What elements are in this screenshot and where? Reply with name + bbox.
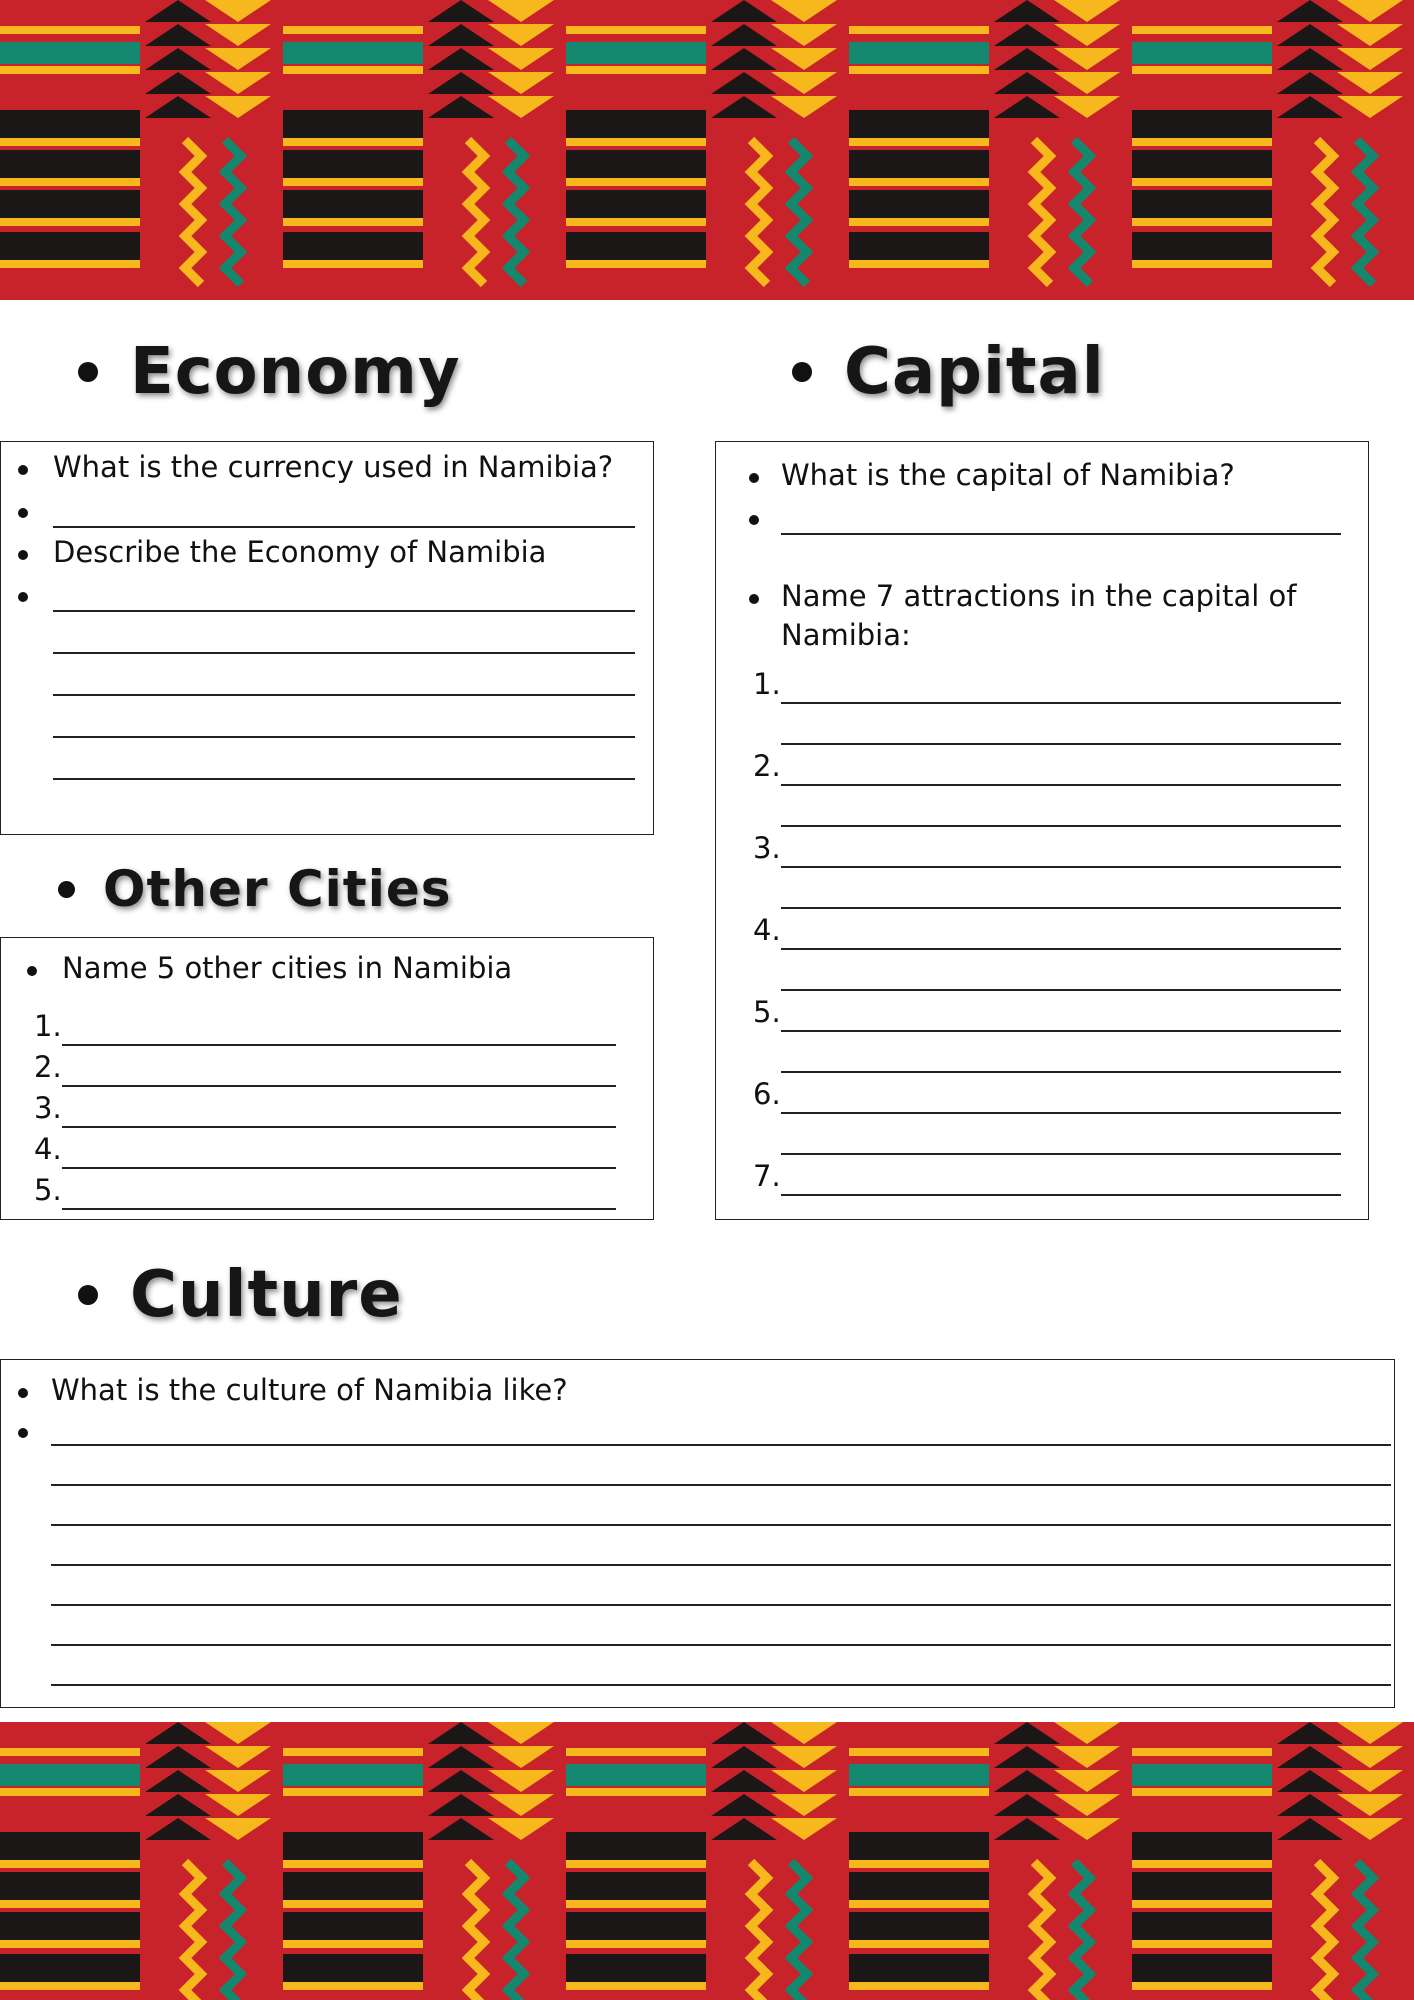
- kente-stripe: [1132, 150, 1272, 178]
- list-number: 2.: [34, 1050, 62, 1084]
- heading-economy-text: Economy: [130, 335, 461, 409]
- kente-stripe: [283, 1764, 423, 1786]
- kente-stripe: [1132, 232, 1272, 260]
- kente-stripe: [283, 26, 423, 34]
- heading-culture-text: Culture: [130, 1258, 403, 1332]
- answer-line-attraction[interactable]: [781, 1071, 1341, 1073]
- kente-stripe: [0, 1912, 140, 1940]
- answer-line-city[interactable]: [62, 1085, 616, 1087]
- list-number: 7.: [753, 1159, 781, 1193]
- kente-stripe: [283, 110, 423, 138]
- answer-line-city[interactable]: [62, 1167, 616, 1169]
- answer-line-attraction[interactable]: [781, 866, 1341, 868]
- answer-line-culture[interactable]: [51, 1524, 1391, 1526]
- kente-stripe: [283, 150, 423, 178]
- kente-stripe: [0, 1954, 140, 1982]
- kente-stripe: [566, 1982, 706, 1990]
- kente-stripe: [849, 1872, 989, 1900]
- kente-stripe: [566, 1954, 706, 1982]
- kente-stripe: [566, 1860, 706, 1868]
- capital-box: [715, 441, 1369, 1220]
- kente-stripe: [849, 1954, 989, 1982]
- bullet-icon: [18, 508, 28, 518]
- heading-bullet-icon: [78, 1285, 98, 1305]
- list-number: 6.: [753, 1077, 781, 1111]
- kente-stripe: [1132, 178, 1272, 186]
- kente-stripe: [566, 1832, 706, 1860]
- kente-stripe: [283, 1748, 423, 1756]
- kente-stripe: [566, 1912, 706, 1940]
- answer-line-attraction[interactable]: [781, 784, 1341, 786]
- kente-stripe: [849, 110, 989, 138]
- kente-stripe: [566, 42, 706, 64]
- kente-stripe: [283, 1940, 423, 1948]
- kente-stripe: [1132, 1954, 1272, 1982]
- kente-stripe: [1132, 1788, 1272, 1796]
- kente-stripe: [1132, 1832, 1272, 1860]
- answer-line-city[interactable]: [62, 1126, 616, 1128]
- kente-stripe: [0, 260, 140, 268]
- answer-line-economy[interactable]: [53, 736, 635, 738]
- answer-line-city[interactable]: [62, 1044, 616, 1046]
- kente-stripe: [849, 138, 989, 146]
- kente-stripe: [849, 232, 989, 260]
- kente-stripe: [566, 1788, 706, 1796]
- kente-stripe: [0, 1900, 140, 1908]
- bullet-icon: [749, 594, 759, 604]
- kente-stripe: [283, 1832, 423, 1860]
- kente-stripe: [283, 232, 423, 260]
- list-number: 1.: [34, 1009, 62, 1043]
- heading-other-cities-text: Other Cities: [103, 860, 452, 918]
- kente-stripe: [0, 1832, 140, 1860]
- kente-stripe: [0, 232, 140, 260]
- kente-stripe: [283, 42, 423, 64]
- kente-stripe: [0, 178, 140, 186]
- bullet-icon: [18, 550, 28, 560]
- list-number: 5.: [34, 1173, 62, 1207]
- heading-capital-text: Capital: [844, 335, 1105, 409]
- kente-stripe: [0, 1764, 140, 1786]
- kente-stripe: [0, 1860, 140, 1868]
- kente-stripe: [1132, 1764, 1272, 1786]
- answer-line-economy[interactable]: [53, 778, 635, 780]
- bullet-icon: [18, 465, 28, 475]
- kente-stripe: [566, 110, 706, 138]
- answer-line-culture[interactable]: [51, 1444, 1391, 1446]
- kente-stripe: [849, 42, 989, 64]
- heading-economy: [78, 335, 461, 409]
- kente-stripe: [0, 218, 140, 226]
- bullet-icon: [18, 1388, 28, 1398]
- kente-stripe: [566, 1872, 706, 1900]
- kente-stripe: [283, 1982, 423, 1990]
- list-number: 2.: [753, 749, 781, 783]
- kente-stripe: [283, 178, 423, 186]
- heading-bullet-icon: [58, 881, 75, 898]
- kente-stripe: [566, 138, 706, 146]
- answer-line-attraction[interactable]: [781, 825, 1341, 827]
- kente-stripe: [0, 1788, 140, 1796]
- kente-stripe: [849, 1860, 989, 1868]
- list-number: 4.: [753, 913, 781, 947]
- culture-question: What is the culture of Namibia like?: [51, 1373, 568, 1407]
- capital-question-name: What is the capital of Namibia?: [781, 458, 1235, 492]
- answer-line-attraction[interactable]: [781, 907, 1341, 909]
- answer-line-economy[interactable]: [53, 610, 635, 612]
- bullet-icon: [18, 1428, 28, 1438]
- answer-line-attraction[interactable]: [781, 1112, 1341, 1114]
- kente-stripe: [283, 1900, 423, 1908]
- list-number: 3.: [34, 1091, 62, 1125]
- kente-stripe: [566, 1748, 706, 1756]
- kente-stripe: [849, 218, 989, 226]
- kente-stripe: [0, 66, 140, 74]
- economy-box: [0, 441, 654, 835]
- kente-stripe: [566, 1764, 706, 1786]
- answer-line-culture[interactable]: [51, 1684, 1391, 1686]
- answer-line-attraction[interactable]: [781, 989, 1341, 991]
- kente-stripe: [566, 66, 706, 74]
- kente-stripe: [0, 1982, 140, 1990]
- list-number: 4.: [34, 1132, 62, 1166]
- kente-stripe: [849, 1900, 989, 1908]
- kente-stripe: [1132, 26, 1272, 34]
- kente-stripe: [283, 1860, 423, 1868]
- kente-stripe: [1132, 110, 1272, 138]
- kente-banner-top: [0, 0, 1414, 300]
- kente-stripe: [283, 1788, 423, 1796]
- kente-stripe: [1132, 1912, 1272, 1940]
- culture-box: [0, 1359, 1395, 1708]
- economy-question-describe: Describe the Economy of Namibia: [53, 535, 547, 569]
- answer-line-culture[interactable]: [51, 1484, 1391, 1486]
- kente-stripe: [1132, 190, 1272, 218]
- kente-banner-bottom: [0, 1722, 1414, 2000]
- kente-stripe: [283, 138, 423, 146]
- kente-stripe: [849, 190, 989, 218]
- other-cities-box: [0, 937, 654, 1220]
- answer-line-capital[interactable]: [781, 533, 1341, 535]
- kente-stripe: [0, 1940, 140, 1948]
- kente-stripe: [0, 1748, 140, 1756]
- kente-stripe: [1132, 1900, 1272, 1908]
- answer-line-attraction[interactable]: [781, 948, 1341, 950]
- answer-line-attraction[interactable]: [781, 1153, 1341, 1155]
- kente-stripe: [566, 26, 706, 34]
- kente-stripe: [283, 260, 423, 268]
- heading-culture: [78, 1258, 403, 1332]
- kente-stripe: [849, 66, 989, 74]
- kente-stripe: [566, 1900, 706, 1908]
- kente-stripe: [849, 1788, 989, 1796]
- answer-line-attraction[interactable]: [781, 1194, 1341, 1196]
- kente-stripe: [1132, 1860, 1272, 1868]
- answer-line-attraction[interactable]: [781, 1030, 1341, 1032]
- kente-stripe: [849, 150, 989, 178]
- kente-stripe: [566, 218, 706, 226]
- kente-stripe: [849, 1912, 989, 1940]
- kente-stripe: [849, 1748, 989, 1756]
- list-number: 5.: [753, 995, 781, 1029]
- bullet-icon: [18, 592, 28, 602]
- kente-stripe: [566, 1940, 706, 1948]
- kente-stripe: [1132, 1872, 1272, 1900]
- economy-question-currency: What is the currency used in Namibia?: [53, 450, 614, 484]
- kente-stripe: [566, 260, 706, 268]
- kente-stripe: [1132, 1940, 1272, 1948]
- heading-bullet-icon: [78, 362, 98, 382]
- kente-stripe: [283, 1872, 423, 1900]
- kente-stripe: [849, 1764, 989, 1786]
- kente-stripe: [849, 1832, 989, 1860]
- kente-stripe: [566, 232, 706, 260]
- kente-pattern: [0, 1722, 1414, 2000]
- heading-bullet-icon: [792, 362, 812, 382]
- kente-stripe: [849, 178, 989, 186]
- capital-question-attractions-cont: Namibia:: [781, 618, 911, 652]
- kente-stripe: [283, 1954, 423, 1982]
- list-number: 1.: [753, 667, 781, 701]
- heading-other-cities: [58, 860, 452, 918]
- kente-stripe: [0, 1872, 140, 1900]
- kente-stripe: [283, 66, 423, 74]
- kente-stripe: [1132, 1982, 1272, 1990]
- kente-stripe: [0, 138, 140, 146]
- kente-stripe: [1132, 1748, 1272, 1756]
- kente-stripe: [849, 1940, 989, 1948]
- answer-line-attraction[interactable]: [781, 702, 1341, 704]
- answer-line-attraction[interactable]: [781, 743, 1341, 745]
- kente-stripe: [566, 150, 706, 178]
- kente-stripe: [849, 26, 989, 34]
- answer-line-culture[interactable]: [51, 1644, 1391, 1646]
- other-cities-question: Name 5 other cities in Namibia: [62, 951, 513, 985]
- heading-capital: [792, 335, 1105, 409]
- capital-question-attractions: Name 7 attractions in the capital of: [781, 579, 1297, 613]
- kente-stripe: [283, 190, 423, 218]
- bullet-icon: [27, 966, 37, 976]
- kente-stripe: [849, 1982, 989, 1990]
- answer-line-economy[interactable]: [53, 694, 635, 696]
- bullet-icon: [749, 515, 759, 525]
- kente-stripe: [0, 110, 140, 138]
- kente-stripe: [0, 190, 140, 218]
- answer-line-culture[interactable]: [51, 1604, 1391, 1606]
- kente-stripe: [0, 42, 140, 64]
- kente-stripe: [1132, 218, 1272, 226]
- kente-stripe: [566, 178, 706, 186]
- answer-line-culture[interactable]: [51, 1564, 1391, 1566]
- answer-line-city[interactable]: [62, 1208, 616, 1210]
- answer-line-economy[interactable]: [53, 652, 635, 654]
- kente-stripe: [0, 150, 140, 178]
- kente-stripe: [566, 190, 706, 218]
- kente-stripe: [1132, 260, 1272, 268]
- kente-stripe: [283, 1912, 423, 1940]
- list-number: 3.: [753, 831, 781, 865]
- kente-pattern: [0, 0, 1414, 300]
- kente-stripe: [1132, 138, 1272, 146]
- bullet-icon: [749, 473, 759, 483]
- answer-line-currency[interactable]: [53, 526, 635, 528]
- kente-stripe: [0, 26, 140, 34]
- kente-stripe: [1132, 66, 1272, 74]
- kente-stripe: [849, 260, 989, 268]
- kente-stripe: [283, 218, 423, 226]
- kente-stripe: [1132, 42, 1272, 64]
